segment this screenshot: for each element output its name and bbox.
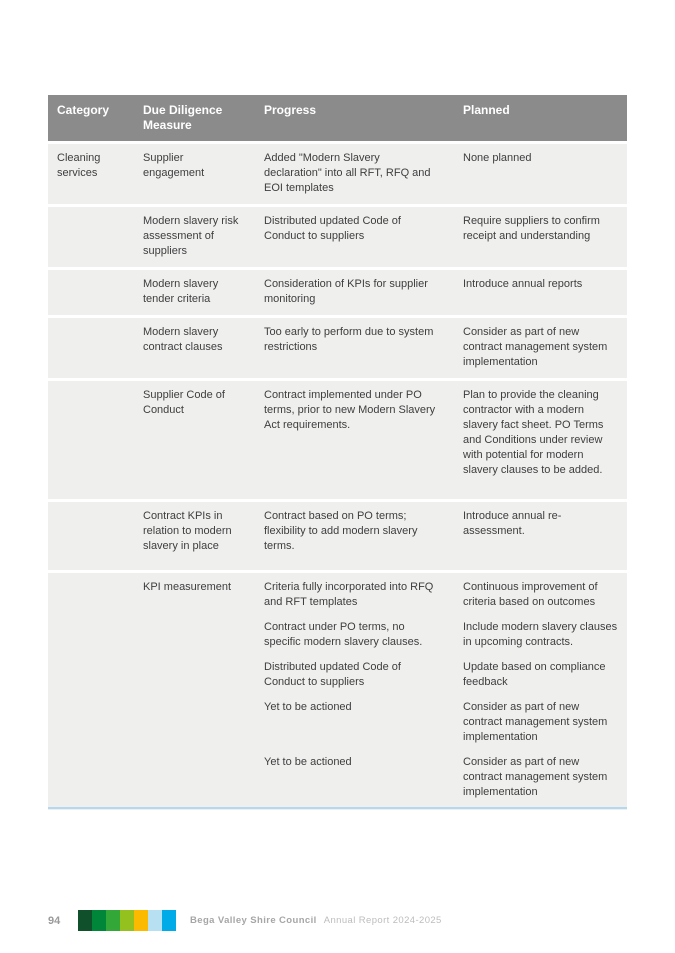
table-row — [48, 381, 627, 499]
pair-row — [255, 660, 627, 700]
cell-progress: Yet to be actioned — [264, 756, 352, 768]
cell-planned: Include modern slavery clauses in upcoming contracts. — [463, 621, 618, 648]
cell-progress: Distributed updated Code of Conduct to suppliers — [264, 661, 401, 688]
cell-measure: Modern slavery contract clauses — [143, 326, 223, 353]
footer-brand: Bega Valley Shire Council — [190, 915, 317, 926]
cell-progress: Criteria fully incorporated into RFQ and RFT templates — [264, 581, 434, 608]
cell-planned: None planned — [463, 152, 532, 164]
cell-category — [48, 381, 134, 499]
cell-progress: Added "Modern Slavery declaration" into all RFT, RFQ and EOI templates — [264, 152, 431, 194]
cell-planned: Plan to provide the cleaning contractor with a modern slavery fact sheet. PO Terms and Conditions under review with potential for modern slavery clauses to be added. — [463, 389, 604, 476]
cell-planned: Consider as part of new contract management system implementation — [463, 756, 608, 798]
cell-measure: Supplier engagement — [143, 152, 205, 179]
colorbar-block — [162, 910, 176, 931]
cell-planned: Consider as part of new contract management system implementation — [463, 701, 608, 743]
table-row — [48, 573, 627, 810]
cell-measure: Contract KPIs in relation to modern slavery in place — [143, 510, 232, 552]
colorbar-block — [106, 910, 120, 931]
pair-row — [255, 755, 627, 810]
header-category: Category — [57, 103, 110, 117]
cell-progress: Yet to be actioned — [264, 701, 352, 713]
cell-category — [48, 573, 134, 810]
colorbar-block — [78, 910, 92, 931]
cell-progress: Too early to perform due to system restrictions — [264, 326, 434, 353]
cell-category — [48, 207, 134, 267]
footer-text — [190, 915, 442, 926]
brand-colorbar — [78, 910, 176, 931]
colorbar-block — [120, 910, 134, 931]
cell-category — [48, 318, 134, 378]
pair-row — [255, 620, 627, 660]
header-due-diligence-measure: Due Diligence Measure — [143, 103, 223, 132]
pair-row — [255, 580, 627, 620]
due-diligence-table — [48, 95, 627, 810]
pair-row — [255, 700, 627, 755]
cell-planned: Update based on compliance feedback — [463, 661, 606, 688]
table-row — [48, 144, 627, 204]
table-row — [48, 502, 627, 570]
section-divider-line — [48, 807, 627, 809]
colorbar-block — [92, 910, 106, 931]
cell-planned: Continuous improvement of criteria based on outcomes — [463, 581, 598, 608]
cell-progress: Consideration of KPIs for supplier monitoring — [264, 278, 428, 305]
table-row — [48, 270, 627, 315]
cell-measure: Supplier Code of Conduct — [143, 389, 225, 416]
cell-category — [48, 502, 134, 570]
page-number: 94 — [48, 914, 61, 927]
cell-planned: Introduce annual reports — [463, 278, 583, 290]
colorbar-block — [134, 910, 148, 931]
cell-planned: Introduce annual re-assessment. — [463, 510, 562, 537]
cell-category — [48, 270, 134, 315]
progress-planned-pairs — [255, 573, 627, 810]
cell-planned: Require suppliers to confirm receipt and understanding — [463, 215, 600, 242]
cell-progress: Distributed updated Code of Conduct to suppliers — [264, 215, 401, 242]
cell-progress: Contract based on PO terms; flexibility to add modern slavery terms. — [264, 510, 418, 552]
cell-planned: Consider as part of new contract management system implementation — [463, 326, 608, 368]
table-row — [48, 318, 627, 378]
cell-category: Cleaning services — [57, 152, 101, 179]
cell-progress: Contract implemented under PO terms, prior to new Modern Slavery Act requirements. — [264, 389, 436, 431]
cell-progress: Contract under PO terms, no specific modern slavery clauses. — [264, 621, 423, 648]
cell-measure: KPI measurement — [143, 581, 232, 593]
table-header-row — [48, 95, 627, 141]
cell-measure: Modern slavery tender criteria — [143, 278, 219, 305]
page-footer — [48, 910, 627, 931]
cell-measure: Modern slavery risk assessment of suppliers — [143, 215, 239, 257]
header-progress: Progress — [264, 103, 317, 117]
header-planned: Planned — [463, 103, 510, 117]
footer-report-title: Annual Report 2024-2025 — [323, 915, 442, 926]
colorbar-block — [148, 910, 162, 931]
table-row — [48, 207, 627, 267]
